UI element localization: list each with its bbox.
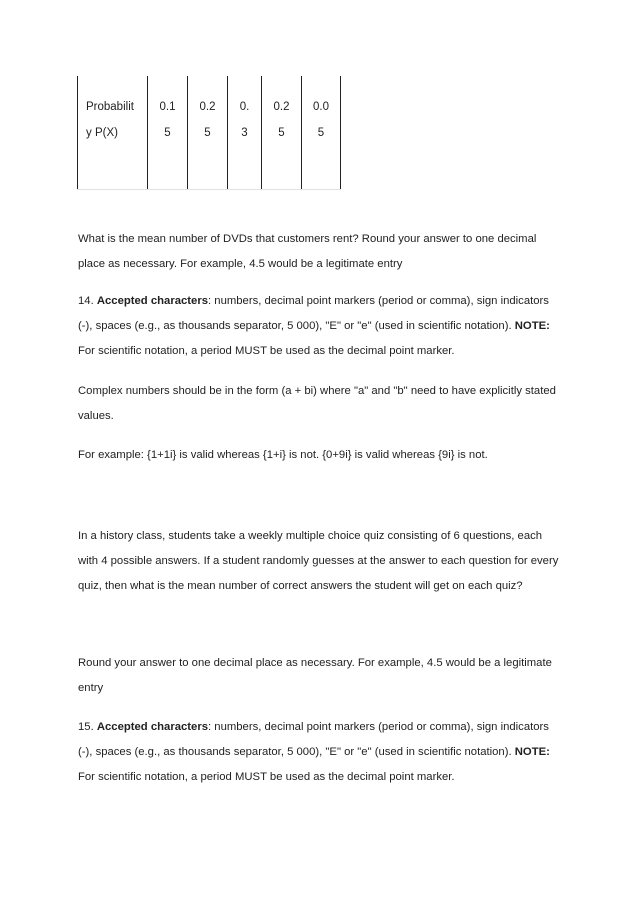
accepted-characters-label: Accepted characters (96, 295, 209, 307)
cell-line: 0.1 (159, 101, 176, 113)
rules-text: (-), spaces (e.g., as thousands separator, 5 000), "E" or "e" (used in scientific notation). (78, 746, 512, 758)
text-line: Complex numbers should be in the form (a + bi) where "a" and "b" need to have explicitly stated (78, 385, 556, 397)
rules-text: : numbers, decimal point markers (period or comma), sign indicators (208, 295, 549, 307)
text-line: What is the mean number of DVDs that customers rent? Round your answer to one decimal (78, 233, 537, 245)
cell-line: 0. (239, 101, 250, 113)
question-text (78, 227, 568, 277)
example-text: For example: {1+1i} is valid whereas {1+i} is not. {0+9i} is valid whereas {9i} is not. (78, 449, 488, 461)
table-border (77, 189, 341, 190)
table-cell (188, 94, 227, 146)
cell-line: 0.0 (313, 101, 329, 113)
question-number: 15. (78, 721, 94, 733)
accepted-characters-label: Accepted characters (96, 721, 209, 733)
cell-line: 5 (278, 127, 285, 139)
table-cell (262, 94, 301, 146)
header-label-line: Probabilit (86, 101, 134, 113)
text-line: In a history class, students take a weekly multiple choice quiz consisting of 6 questions, each (78, 530, 543, 542)
probability-table (77, 76, 341, 190)
cell-line: 3 (241, 127, 248, 139)
cell-line: 0.2 (273, 101, 290, 113)
text-line: with 4 possible answers. If a student randomly guesses at the answer to each question for every (78, 555, 559, 567)
text-line: For scientific notation, a period MUST be used as the decimal point marker. (78, 345, 455, 357)
cell-line: 5 (317, 127, 325, 139)
text-line (78, 289, 568, 314)
question-text (78, 524, 568, 599)
rules-text: (-), spaces (e.g., as thousands separator, 5 000), "E" or "e" (used in scientific notation). (78, 320, 512, 332)
table-cell (302, 94, 340, 146)
note-label: NOTE: (514, 320, 550, 332)
accepted-characters-rules (78, 289, 568, 364)
text-line: Round your answer to one decimal place as necessary. For example, 4.5 would be a legitimate (78, 657, 552, 669)
rules-text: : numbers, decimal point markers (period or comma), sign indicators (208, 721, 549, 733)
table-cell (228, 94, 261, 146)
text-line: values. (78, 410, 114, 422)
accepted-characters-rules (78, 715, 568, 790)
text-line (78, 314, 568, 339)
note-label: NOTE: (514, 746, 550, 758)
cell-line: 0.2 (199, 101, 216, 113)
complex-number-rules (78, 379, 568, 429)
text-line: For scientific notation, a period MUST be used as the decimal point marker. (78, 771, 455, 783)
text-line: entry (78, 682, 104, 694)
cell-line: 5 (164, 127, 171, 139)
table-border (340, 76, 341, 190)
question-number: 14. (78, 295, 94, 307)
text-line: place as necessary. For example, 4.5 would be a legitimate entry (78, 258, 403, 270)
text-line: quiz, then what is the mean number of correct answers the student will get on each quiz? (78, 580, 523, 592)
table-border (77, 76, 78, 190)
table-header-cell (86, 94, 134, 146)
header-label-line: y P(X) (86, 127, 118, 139)
rounding-instruction (78, 651, 568, 701)
cell-line: 5 (204, 127, 211, 139)
text-line (78, 715, 568, 740)
table-cell (148, 94, 187, 146)
text-line (78, 740, 568, 765)
